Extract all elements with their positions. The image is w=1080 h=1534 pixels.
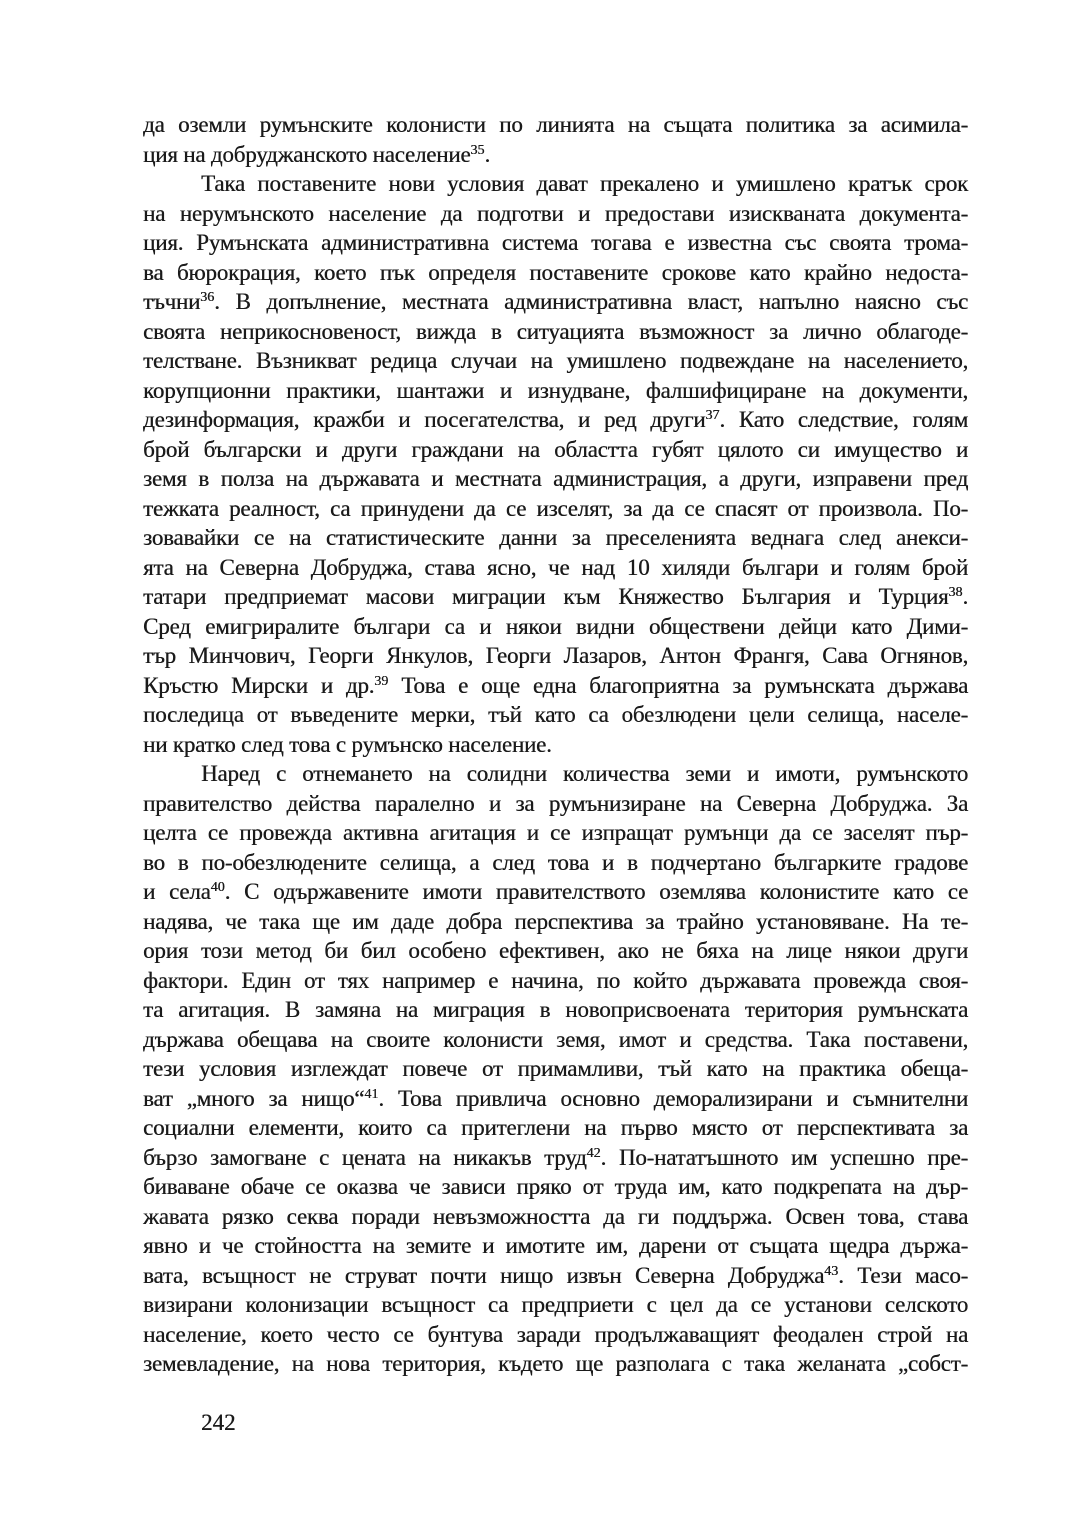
text-line: ва бюрокрация, което пък определя поставените срокове като крайно недоста- xyxy=(143,259,968,285)
text-line: ция на добруджанското население$^{35}$. xyxy=(143,141,490,167)
footnote-ref: 43 xyxy=(824,1262,839,1279)
footnote-ref: 37 xyxy=(705,407,720,424)
text-line: тър Минчович, Георги Янкулов, Георги Лазаров, Антон Франгя, Сава Огнянов, xyxy=(143,643,968,668)
text-line: во в по-обезлюдените селища, а след това и в подчертано българките градове xyxy=(143,849,968,875)
text-line: своята неприкосновеност, вижда в ситуацията възможност за лично облагоде- xyxy=(143,318,968,344)
footnote-ref: 41 xyxy=(364,1085,379,1102)
text-line: ята на Северна Добруджа, става ясно, че над 10 хиляди българи и голям брой xyxy=(143,554,968,580)
text-line: Кръстю Мирски и др.$^{39}$ Това е още една благоприятна за румънската държава xyxy=(143,672,969,698)
text-line: и села$^{40}$. С одържавените имоти правителството оземлява колонистите като се xyxy=(143,879,968,904)
text-line: визирани колонизации всъщност са предприети с цел да се установи селското xyxy=(143,1292,968,1317)
text-line: Наред с отнемането на солидни количества земи и имоти, румънското xyxy=(201,761,968,786)
text-line: население, което често се бунтува заради продължаващият феодален строй на xyxy=(143,1321,968,1347)
text-line: та агитация. В замяна на миграция в новоприсвоената територия румънската xyxy=(143,997,968,1022)
text-line: брой български и други граждани на областта губят цялото си имущество и xyxy=(143,436,968,462)
text-line: последица от въведените мерки, тъй като са обезлюдени цели селища, населе- xyxy=(143,702,968,727)
text-line: ория този метод би бил особено ефективен, ако не бяха на лице някои други xyxy=(143,938,968,963)
text-block xyxy=(143,110,968,1379)
text-line: социални елементи, които са притеглени на първо място от перспективата за xyxy=(143,1115,968,1140)
text-line: надява, че така ще им даде добра перспектива за трайно установяване. На те- xyxy=(143,908,968,934)
text-line: жавата рязко секва поради невъзможността да ги поддържа. Освен това, става xyxy=(143,1203,968,1229)
text-line: да оземли румънските колонисти по линията на същата политика за асимила- xyxy=(143,112,968,137)
text-line: ват „много за нищо“$^{41}$. Това привлича основно деморализирани и съмнителни xyxy=(143,1085,969,1111)
text-line: Сред емигриралите българи са и някои видни обществени дейци като Дими- xyxy=(143,613,968,639)
text-line: на нерумънското население да подготви и предостави изискваната документа- xyxy=(143,200,968,226)
text-line: биваване обаче се оказва че зависи пряко от труда им, като подкрепата на дър- xyxy=(143,1174,968,1199)
page-number: 242 xyxy=(201,1410,236,1435)
text-line: земя в полза на държавата и местната администрация, а други, изправени пред xyxy=(143,466,968,491)
footnote-ref: 39 xyxy=(374,672,389,689)
text-line: земевладение, на нова територия, където ще разполага с така желаната „собст- xyxy=(143,1351,968,1376)
text-line: фактори. Един от тях например е начина, по който държавата провежда своя- xyxy=(143,967,968,993)
text-line: тези условия изглеждат повече от примамливи, тъй като на практика обеща- xyxy=(143,1056,968,1081)
footnote-ref: 38 xyxy=(948,584,963,601)
footnote-ref: 35 xyxy=(470,141,485,158)
text-line: ни кратко след това с румънско население. xyxy=(143,731,552,757)
text-line: целта се провежда активна агитация и се изпращат румънци да се заселят пър- xyxy=(143,820,968,845)
text-line: тежката реалност, са принудени да се изселят, за да се спасят от произвола. По- xyxy=(143,495,968,521)
text-line: правителство действа паралелно и за румънизиране на Северна Добруджа. За xyxy=(143,790,968,816)
text-line: татари предприемат масови миграции към Княжество България и Турция$^{38}$. xyxy=(143,584,968,609)
text-line: държава обещава на своите колонисти земя, имот и средства. Така поставени, xyxy=(143,1026,968,1052)
footnote-ref: 40 xyxy=(210,879,225,896)
footnote-ref: 36 xyxy=(200,289,215,306)
text-line: зовавайки се на статистическите данни за преселенията веднага след анекси- xyxy=(143,525,968,550)
text-line: бързо замогване с цената на никакъв труд$^{42}$. По-нататъшното им успешно пре- xyxy=(143,1144,968,1170)
text-line: корупционни практики, шантажи и изнудване, фалшифициране на документи, xyxy=(143,377,968,403)
footnote-ref: 42 xyxy=(586,1144,601,1161)
text-line: тъчни$^{36}$. В допълнение, местната административна власт, напълно наясно със xyxy=(143,289,968,314)
text-line: дезинформация, кражби и посегателства, и ред други$^{37}$. Като следствие, голям xyxy=(143,407,968,432)
text-line: Така поставените нови условия дават прекалено и умишлено кратък срок xyxy=(201,171,968,196)
text-line: телстване. Възникват редица случаи на умишлено подвеждане на населението, xyxy=(143,348,968,373)
text-line: явно и че стойността на земите и имотите им, дарени от същата щедра държа- xyxy=(143,1233,968,1258)
text-line: ция. Румънската административна система тогава е известна със своята трома- xyxy=(143,230,968,255)
text-line: вата, всъщност не струват почти нищо извън Северна Добруджа$^{43}$. Тези масо- xyxy=(143,1262,968,1288)
